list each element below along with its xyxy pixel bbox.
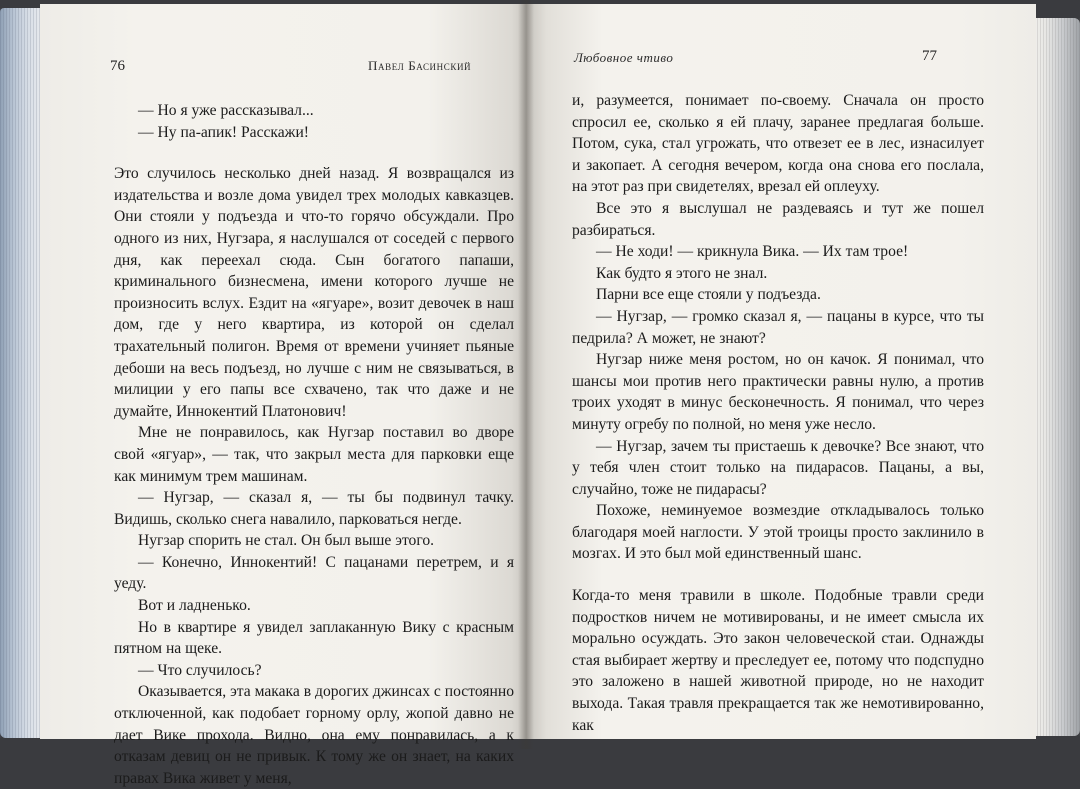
paragraph: и, разумеется, понимает по-своему. Сначала он просто спросил ее, сколько я ей плачу, заранее предлагая больше. Потом, сука, стал угрожать, что отвезет ее в лес, изнасилует и закопает. А сегодня вечером, когда она снова его послала, на этот раз при свидетелях, врезал ей оплеуху. — [572, 92, 984, 196]
paragraph: Нугзар ниже меня ростом, но он качок. Я понимал, что шансы мои против него практически равны нулю, а против троих уходят в минус бесконечность. Я понимал, что через минуту огребу по полной, но меня уже несло. — [572, 351, 984, 433]
paragraph: — Ну па-апик! Расскажи! — [138, 123, 309, 141]
paragraph: Как будто я этого не знал. — [596, 264, 768, 282]
paragraph: Но в квартире я увидел заплаканную Вику с красным пятном на щеке. — [114, 618, 514, 658]
paragraph: Оказывается, эта макака в дорогих джинсах с постоянно отключенной, как подобает горному орлу, жопой давно не дает Вике прохода. Видно, она ему понравилась, а к отказам девиц он не привык. К тому же он знает, на каких правах Вика живет у меня, — [114, 683, 514, 787]
right-running-head: Любовное чтиво — [574, 50, 674, 65]
paragraph: Нугзар спорить не стал. Он был выше этого. — [138, 532, 435, 550]
right-page-edges — [1032, 18, 1080, 736]
paragraph: Мне не понравилось, как Нугзар поставил во дворе свой «ягуар», — так, что закрыл места для парковки еще как минимум трем машинам. — [114, 424, 514, 485]
left-page-text — [114, 100, 514, 789]
paragraph: — Не ходи! — крикнула Вика. — Их там трое! — [596, 243, 909, 261]
paragraph: Парни все еще стояли у подъезда. — [596, 286, 821, 304]
section-break — [114, 143, 514, 163]
paragraph: — Нугзар, — сказал я, — ты бы подвинул тачку. Видишь, сколько снега навалило, парковаться негде. — [114, 489, 514, 528]
right-page — [526, 4, 1036, 739]
paragraph: Вот и ладненько. — [138, 597, 251, 615]
book-gutter — [518, 0, 534, 749]
left-page-number: 76 — [110, 58, 125, 74]
paragraph: Похоже, неминуемое возмездие откладывалось только благодаря моей наглости. У этой троицы просто заклинило в мозгах. И это был мой единственный шанс. — [572, 502, 984, 563]
paragraph: — Конечно, Иннокентий! С пацанами перетрем, и я уеду. — [114, 553, 514, 593]
left-page — [40, 4, 526, 787]
paragraph: — Нугзар, зачем ты пристаешь к девочке? Все знают, что у тебя член стоит только на пидарасов. Пацаны, а вы, случайно, тоже не пидарасы? — [572, 437, 984, 498]
section-break — [572, 565, 984, 585]
right-page-number: 77 — [922, 48, 937, 64]
paragraph: — Что случилось? — [138, 661, 262, 679]
paragraph: Это случилось несколько дней назад. Я возвращался из издательства и возле дома увидел трех молодых кавказцев. Они стояли у подъезда и что-то горячо обсуждали. Про одного из них, Нугзара, я наслушался от соседей с первого дня, как переехал сюда. Сын богатого папаши, криминального бизнесмена, имени которого лучше не произносить вслух. Ездит на «ягуаре», возит девочек в наш дом, где у него квартира, из которой он сделал трахательный полигон. Время от времени учиняет пьяные дебоши на весь подъезд, но лучше с ним не связываться, в милиции у его папы все схвачено, так что даже и не думайте, Иннокентий Платонович! — [114, 165, 514, 420]
right-page-text — [572, 90, 984, 736]
paragraph: — Но я уже рассказывал... — [138, 102, 314, 119]
left-running-head: Павел Басинский — [368, 58, 472, 73]
paragraph: Все это я выслушал не раздеваясь и тут же пошел разбираться. — [572, 199, 984, 239]
paragraph: — Нугзар, — громко сказал я, — пацаны в курсе, что ты педрила? А может, не знают? — [572, 307, 984, 347]
paragraph: Когда-то меня травили в школе. Подобные травли среди подростков ничем не мотивированы, и не имеет смысла их морально осуждать. Это закон человеческой стаи. Однажды стая выбирает жертву и преследует ее, потому что подспудно это заложено в нашей животной природе, но не находит выхода. Такая травля прекращается так же немотивированно, как — [572, 587, 984, 734]
